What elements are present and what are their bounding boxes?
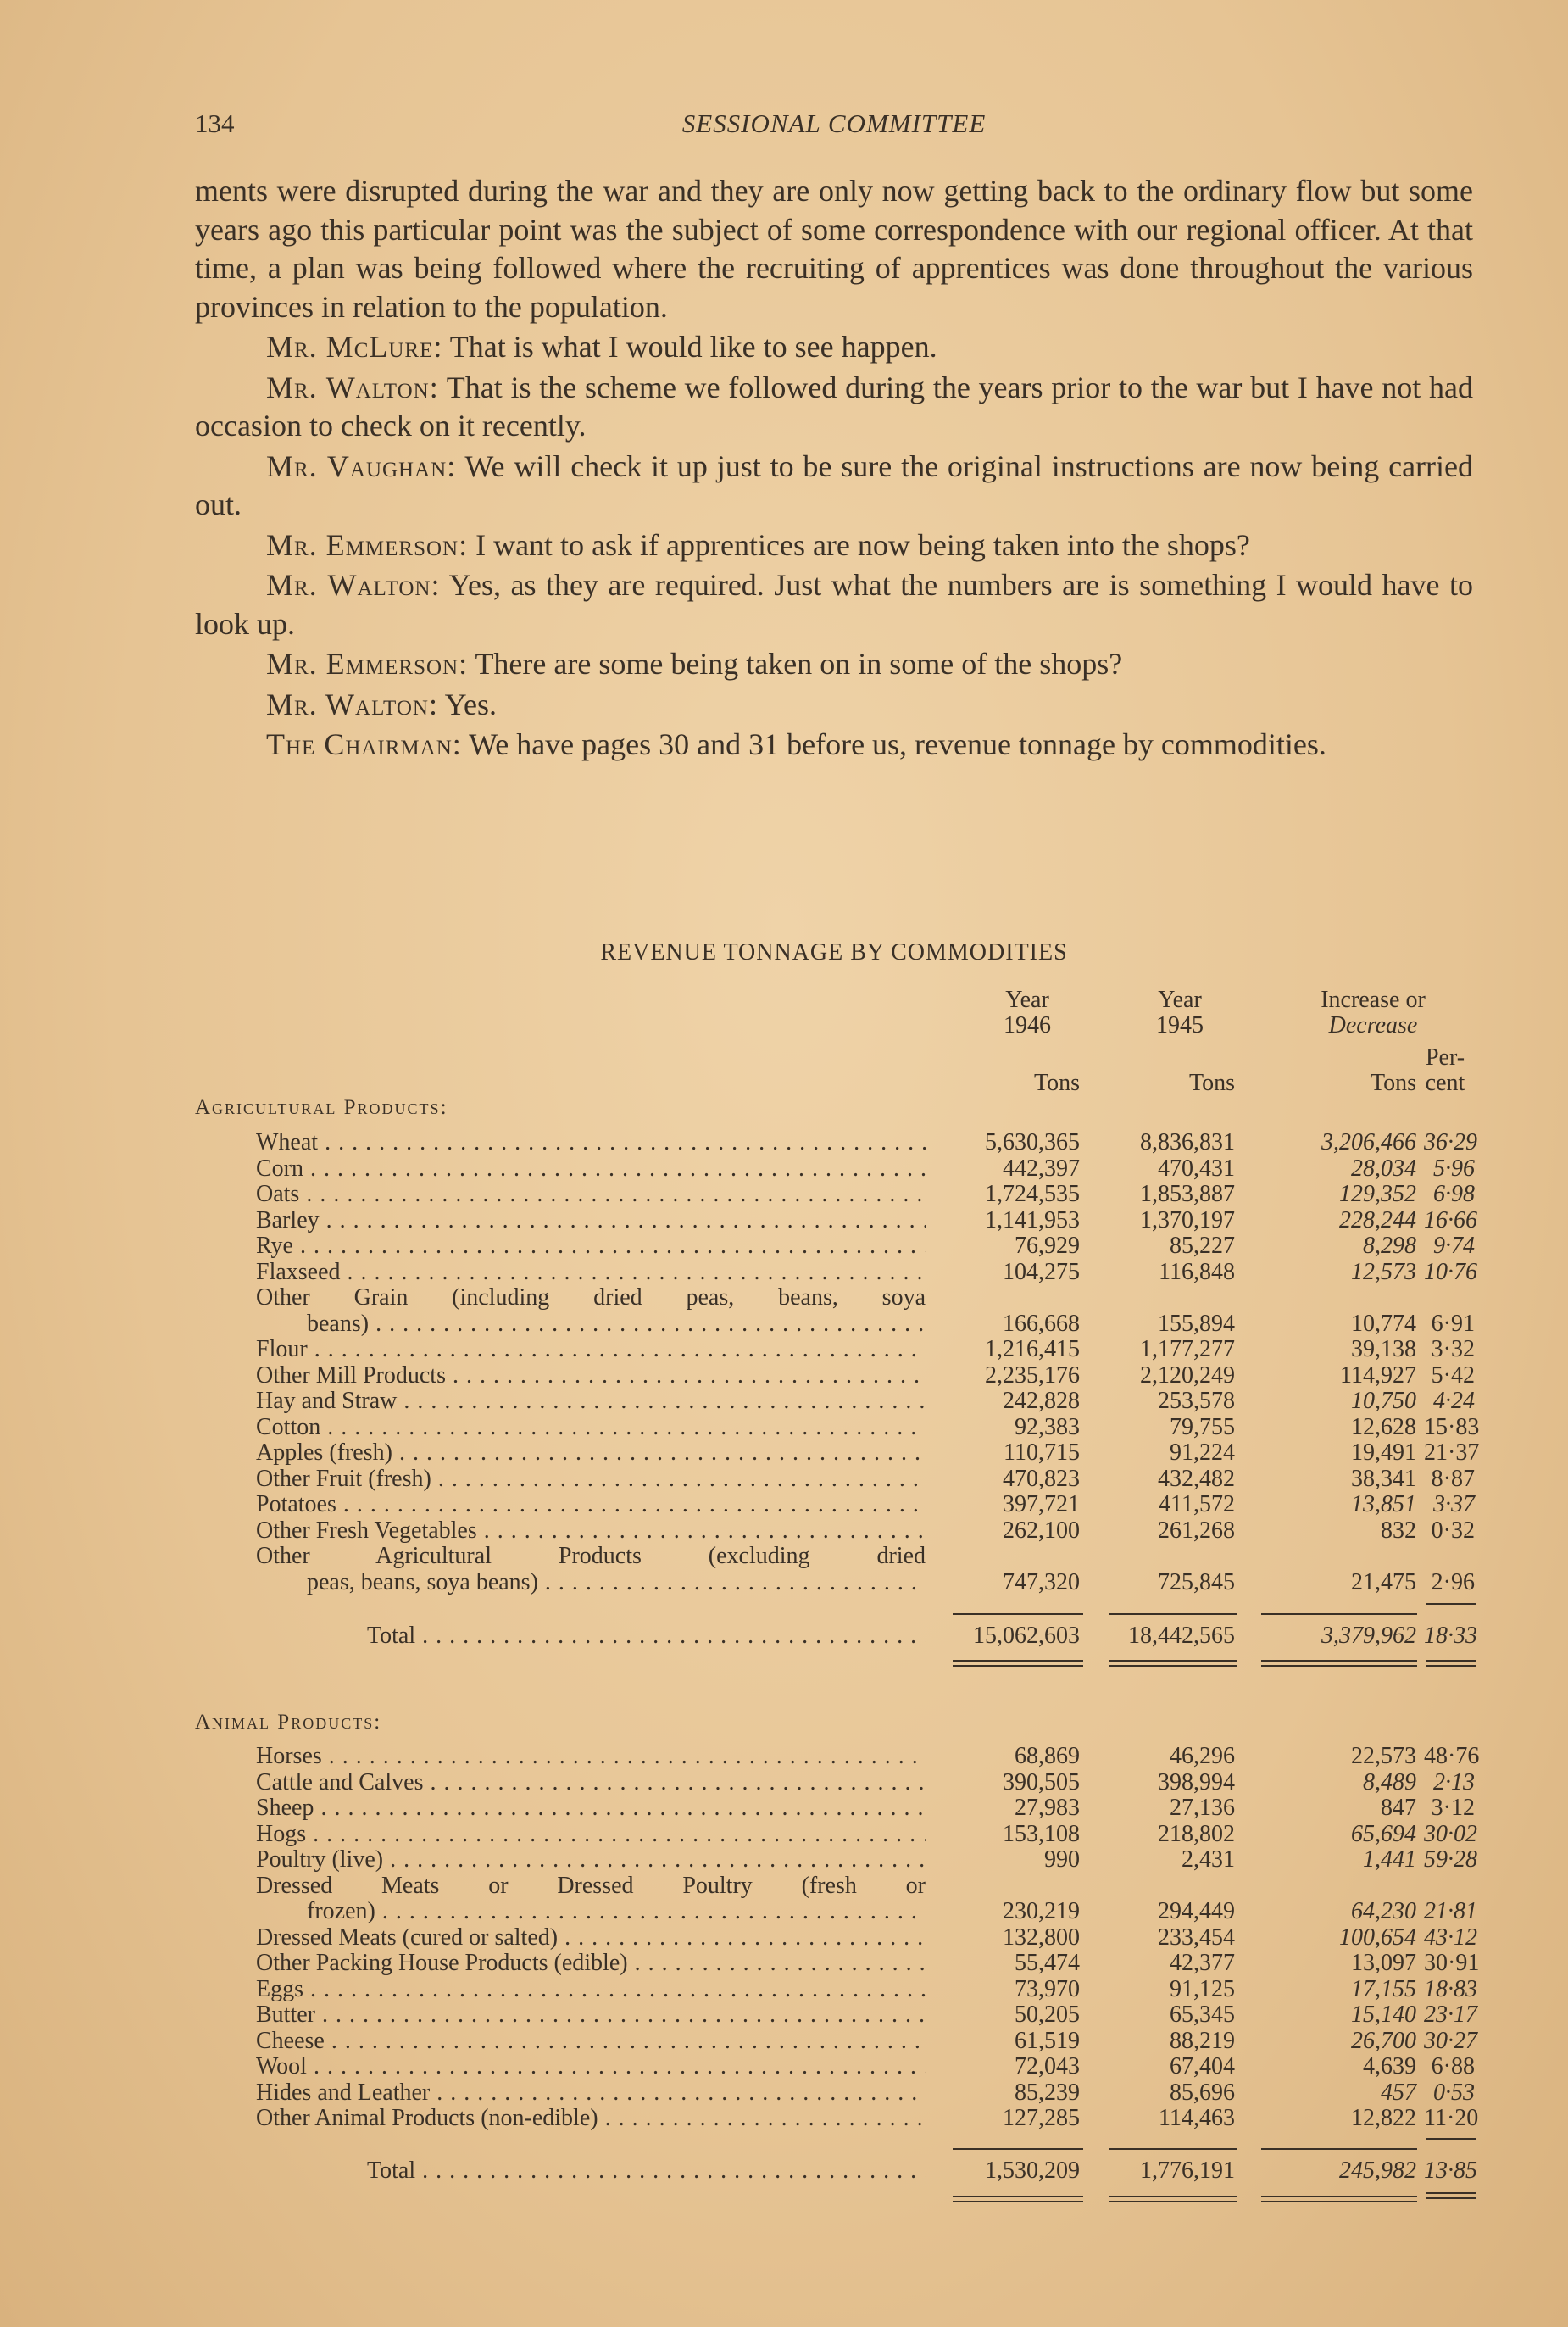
value-1946: 15,062,603 — [973, 1623, 1080, 1649]
double-rule — [1261, 1660, 1417, 1667]
row-label: beans) . . . — [307, 1311, 926, 1337]
row-label: Cattle and Calves . . . — [256, 1770, 926, 1795]
table-row — [0, 1363, 1568, 1389]
value-percent: 2·13 — [1433, 1768, 1475, 1795]
table-row — [0, 1467, 1568, 1492]
rule-line — [1261, 1613, 1417, 1615]
value-percent: 3·37 — [1433, 1491, 1475, 1517]
value-percent: 11·20 — [1424, 2105, 1479, 2131]
row-label: peas, beans, soya beans) . . . — [307, 1570, 926, 1595]
speaker: Mr. Emmerson: — [266, 647, 469, 681]
value-1946: 5,630,365 — [985, 1129, 1080, 1155]
col-year-label: Year — [1158, 987, 1202, 1013]
row-label: Hides and Leather . . . — [256, 2080, 926, 2106]
double-rule — [1426, 2192, 1476, 2199]
col-tons-1945: Tons — [1188, 1070, 1235, 1096]
col-decrease-label: Decrease — [1328, 1012, 1418, 1038]
speaker: Mr. Walton: — [266, 687, 438, 721]
section-animal: Animal Products: — [195, 1711, 382, 1734]
table-row — [0, 1440, 1568, 1466]
table-row — [0, 1770, 1568, 1795]
table-row — [0, 1285, 1568, 1311]
row-label: Dressed Meats (cured or salted) . . . — [256, 1925, 926, 1951]
double-rule — [953, 1660, 1083, 1667]
value-1946: 990 — [1044, 1846, 1080, 1873]
table-row — [0, 1822, 1568, 1847]
double-rule — [1109, 1660, 1237, 1667]
value-percent: 3·32 — [1431, 1336, 1475, 1362]
paragraph-text: That is the scheme we followed during the years prior to the war but I have not had occasion to check on it recently. — [195, 370, 1473, 443]
rule-line — [1426, 2138, 1476, 2140]
double-rule — [1426, 1660, 1476, 1667]
value-1945: 253,578 — [1158, 1388, 1235, 1414]
row-label: Sheep . . . — [256, 1795, 926, 1821]
paragraph — [195, 645, 1473, 684]
value-1945: 91,125 — [1170, 1975, 1235, 2002]
value-1945: 470,431 — [1158, 1155, 1235, 1182]
value-1945: 8,836,831 — [1140, 1129, 1235, 1155]
table-row — [0, 1492, 1568, 1517]
double-rule — [1261, 2196, 1417, 2202]
table-row — [0, 1899, 1568, 1924]
row-label: Flour . . . — [256, 1337, 926, 1362]
value-percent: 16·66 — [1424, 1206, 1477, 1233]
value-percent: 18·33 — [1424, 1623, 1477, 1649]
value-1945: 411,572 — [1159, 1491, 1235, 1517]
value-percent: 5·42 — [1431, 1361, 1475, 1389]
row-label: Wool . . . — [256, 2054, 926, 2079]
table-row — [0, 1233, 1568, 1259]
row-label: Other Mill Products . . . — [256, 1363, 926, 1389]
row-label: Apples (fresh) . . . — [256, 1440, 926, 1466]
value-percent: 0·53 — [1433, 2079, 1475, 2106]
row-label: Other Packing House Products (edible) . . . — [256, 1951, 926, 1976]
paragraph-text: Yes. — [437, 687, 498, 721]
value-change: 12,628 — [1351, 1413, 1416, 1440]
col-1945-label: 1945 — [1156, 1012, 1204, 1038]
value-1946: 1,141,953 — [985, 1206, 1080, 1233]
paragraph-text: There are some being taken on in some of the shops? — [468, 647, 1123, 681]
value-1946: 85,239 — [1015, 2079, 1080, 2106]
paragraph — [195, 328, 1473, 367]
row-label: Flaxseed . . . — [256, 1260, 926, 1285]
row-label: Cotton . . . — [256, 1415, 926, 1440]
value-change: 13,851 — [1351, 1491, 1416, 1517]
value-percent: 21·37 — [1424, 1439, 1480, 1466]
value-change: 832 — [1381, 1517, 1416, 1544]
row-label: Other Fresh Vegetables . . . — [256, 1518, 926, 1544]
table-row — [0, 1873, 1568, 1899]
value-1945: 27,136 — [1170, 1795, 1235, 1821]
paragraph-text: That is what I would like to see happen. — [442, 330, 937, 364]
rule-line — [953, 2148, 1083, 2150]
value-percent: 5·96 — [1433, 1155, 1475, 1182]
value-change: 15,140 — [1351, 2001, 1416, 2028]
value-change: 22,573 — [1351, 1743, 1416, 1769]
value-percent: 6·98 — [1433, 1181, 1475, 1207]
value-change: 129,352 — [1339, 1181, 1416, 1207]
value-percent: 48·76 — [1424, 1743, 1480, 1769]
value-1946: 27,983 — [1015, 1795, 1080, 1821]
value-1946: 153,108 — [1003, 1820, 1080, 1847]
table-row — [0, 2002, 1568, 2028]
value-change: 39,138 — [1351, 1336, 1416, 1362]
prose-body — [195, 172, 1473, 766]
value-percent: 2·96 — [1431, 1568, 1475, 1595]
paragraph-text: We have pages 30 and 31 before us, revenue tonnage by commodities. — [461, 727, 1326, 761]
value-change: 100,654 — [1339, 1923, 1416, 1951]
value-1945: 46,296 — [1170, 1743, 1235, 1769]
value-percent: 59·28 — [1424, 1846, 1477, 1873]
value-1946: 390,505 — [1003, 1768, 1080, 1795]
col-year-label: Year — [1005, 987, 1049, 1013]
col-per-label: Per- — [1425, 1044, 1465, 1071]
value-1946: 747,320 — [1003, 1568, 1080, 1595]
table-row — [0, 1925, 1568, 1951]
value-1946: 166,668 — [1003, 1310, 1080, 1337]
value-1945: 2,431 — [1182, 1846, 1235, 1873]
paragraph — [195, 526, 1473, 565]
value-1946: 68,869 — [1015, 1743, 1080, 1769]
row-label: Other Grain (including dried peas, beans, soya — [256, 1284, 926, 1311]
value-change: 8,489 — [1363, 1768, 1416, 1795]
col-increase-label: Increase or — [1321, 987, 1426, 1013]
value-1946: 127,285 — [1003, 2105, 1080, 2131]
value-1945: 116,848 — [1159, 1258, 1235, 1285]
value-1945: 91,224 — [1170, 1439, 1235, 1466]
value-change: 10,750 — [1351, 1388, 1416, 1414]
value-1946: 92,383 — [1015, 1413, 1080, 1440]
rule-line — [1109, 2148, 1237, 2150]
row-label: frozen) . . . — [307, 1899, 926, 1924]
value-1946: 262,100 — [1003, 1517, 1080, 1544]
paragraph-text: I want to ask if apprentices are now being taken into the shops? — [468, 527, 1250, 562]
table-row — [0, 1795, 1568, 1821]
row-label: Rye . . . — [256, 1233, 926, 1259]
value-change: 17,155 — [1351, 1975, 1416, 2002]
paragraph-text: Yes, as they are required. Just what the numbers are is something I would have to look up. — [195, 568, 1473, 641]
table-row — [0, 1311, 1568, 1337]
value-1945: 2,120,249 — [1140, 1361, 1235, 1389]
speaker: Mr. Vaughan: — [266, 448, 457, 483]
table-row — [0, 1337, 1568, 1362]
value-change: 64,230 — [1351, 1898, 1416, 1924]
row-label: Potatoes . . . — [256, 1492, 926, 1517]
value-percent: 21·81 — [1424, 1898, 1477, 1924]
value-change: 3,379,962 — [1321, 1623, 1416, 1649]
table-row — [0, 1744, 1568, 1769]
value-1946: 104,275 — [1003, 1258, 1080, 1285]
value-1946: 50,205 — [1015, 2001, 1080, 2028]
table-row — [0, 2106, 1568, 2131]
value-change: 457 — [1381, 2079, 1416, 2106]
rule-line — [1109, 1613, 1237, 1615]
value-1946: 1,724,535 — [985, 1181, 1080, 1207]
value-change: 10,774 — [1351, 1310, 1416, 1337]
value-1945: 294,449 — [1158, 1898, 1235, 1924]
value-1945: 67,404 — [1170, 2053, 1235, 2079]
rule-line — [1261, 2148, 1417, 2150]
col-head-year-1945 — [1127, 988, 1232, 1038]
value-percent: 30·91 — [1424, 1950, 1480, 1976]
table-row — [0, 1156, 1568, 1182]
row-label: Other Agricultural Products (excluding dried — [256, 1543, 926, 1569]
col-tons-change: Tons — [1370, 1070, 1416, 1096]
row-label: Hogs . . . — [256, 1822, 926, 1847]
value-1945: 1,177,277 — [1140, 1336, 1235, 1362]
table-row — [0, 1847, 1568, 1873]
paragraph — [195, 448, 1473, 525]
paragraph-text: ments were disrupted during the war and they are only now getting back to the ordinary flow but some years ago this particular point was the subject of some correspondence with our regional officer. At that time, a plan was being followed where the recruiting of apprentices was done throughout the various provinces in relation to the population. — [195, 174, 1473, 324]
value-1945: 432,482 — [1158, 1465, 1235, 1492]
paragraph — [195, 172, 1473, 326]
value-1945: 398,994 — [1158, 1768, 1235, 1795]
value-percent: 6·88 — [1431, 2053, 1475, 2079]
total-row — [0, 1623, 1568, 1649]
value-1945: 233,454 — [1158, 1923, 1235, 1951]
value-percent: 18·83 — [1424, 1975, 1477, 2002]
page-number: 134 — [195, 109, 235, 138]
value-change: 245,982 — [1339, 2157, 1416, 2184]
row-label: Other Fruit (fresh) . . . — [256, 1467, 926, 1492]
value-change: 8,298 — [1363, 1233, 1416, 1259]
paragraph — [195, 686, 1473, 725]
row-label: Oats . . . — [256, 1182, 926, 1207]
col-head-change — [1288, 988, 1458, 1038]
value-percent: 36·29 — [1424, 1129, 1477, 1155]
value-1946: 2,235,176 — [985, 1361, 1080, 1389]
value-1945: 261,268 — [1158, 1517, 1235, 1544]
value-percent: 8·87 — [1431, 1465, 1475, 1492]
speaker: Mr. McLure: — [266, 330, 443, 364]
value-1945: 85,696 — [1170, 2079, 1235, 2106]
col-head-percent — [1407, 1045, 1483, 1096]
table-row — [0, 1208, 1568, 1233]
value-change: 4,639 — [1363, 2053, 1416, 2079]
value-1946: 61,519 — [1015, 2027, 1080, 2054]
value-1945: 725,845 — [1158, 1568, 1235, 1595]
speaker: Mr. Walton: — [266, 568, 441, 602]
value-percent: 4·24 — [1433, 1388, 1475, 1414]
table-row — [0, 2029, 1568, 2054]
value-1946: 242,828 — [1003, 1388, 1080, 1414]
table-row — [0, 1518, 1568, 1544]
value-change: 26,700 — [1351, 2027, 1416, 2054]
value-1946: 73,970 — [1015, 1975, 1080, 2002]
value-change: 12,573 — [1351, 1258, 1416, 1285]
value-1945: 1,853,887 — [1140, 1181, 1235, 1207]
table-row — [0, 1130, 1568, 1155]
value-change: 1,441 — [1363, 1846, 1416, 1873]
row-label: Other Animal Products (non-edible) . . . — [256, 2106, 926, 2131]
value-1945: 79,755 — [1170, 1413, 1235, 1440]
double-rule — [1109, 2196, 1237, 2202]
value-1946: 76,929 — [1015, 1233, 1080, 1259]
value-percent: 30·27 — [1424, 2027, 1477, 2054]
value-percent: 10·76 — [1424, 1258, 1477, 1285]
table-row — [0, 1951, 1568, 1976]
row-label: Cheese . . . — [256, 2029, 926, 2054]
col-tons-1946: Tons — [1033, 1070, 1080, 1096]
page-header — [195, 109, 1473, 146]
col-cent-label: cent — [1425, 1070, 1465, 1096]
paragraph-text: We will check it up just to be sure the original instructions are now being carried out. — [195, 448, 1474, 521]
value-1945: 42,377 — [1170, 1950, 1235, 1976]
rule-line — [953, 1613, 1083, 1615]
value-1946: 442,397 — [1003, 1155, 1080, 1182]
table-row — [0, 1977, 1568, 2002]
col-1946-label: 1946 — [1004, 1012, 1051, 1038]
col-head-year-1946 — [975, 988, 1080, 1038]
value-percent: 6·91 — [1431, 1310, 1475, 1337]
value-1945: 85,227 — [1170, 1233, 1235, 1259]
value-change: 13,097 — [1351, 1950, 1416, 1976]
value-change: 21,475 — [1351, 1568, 1416, 1595]
value-change: 847 — [1381, 1795, 1416, 1821]
table-title: REVENUE TONNAGE BY COMMODITIES — [600, 939, 1068, 966]
value-change: 28,034 — [1351, 1155, 1416, 1182]
table-row — [0, 1415, 1568, 1440]
table-row — [0, 1182, 1568, 1207]
value-1945: 218,802 — [1158, 1820, 1235, 1847]
section-agricultural: Agricultural Products: — [195, 1096, 448, 1119]
row-label: Total . . . — [367, 1623, 926, 1649]
value-percent: 13·85 — [1424, 2157, 1477, 2184]
table-row — [0, 2080, 1568, 2106]
row-label: Wheat . . . — [256, 1130, 926, 1155]
speaker: The Chairman: — [266, 727, 462, 761]
value-1945: 114,463 — [1159, 2105, 1235, 2131]
value-change: 65,694 — [1351, 1820, 1416, 1847]
value-percent: 9·74 — [1433, 1233, 1475, 1259]
value-1945: 1,776,191 — [1140, 2157, 1235, 2184]
value-1946: 1,216,415 — [985, 1336, 1080, 1362]
value-1946: 470,823 — [1003, 1465, 1080, 1492]
row-label: Hay and Straw . . . — [256, 1389, 926, 1414]
value-1946: 397,721 — [1003, 1491, 1080, 1517]
paragraph — [195, 369, 1473, 446]
value-1946: 110,715 — [1004, 1439, 1080, 1466]
row-label: Total . . . — [367, 2158, 926, 2184]
speaker: Mr. Walton: — [266, 370, 439, 404]
value-1946: 72,043 — [1015, 2053, 1080, 2079]
table-row — [0, 1544, 1568, 1569]
value-percent: 23·17 — [1424, 2001, 1477, 2028]
rule-line — [1426, 1603, 1476, 1605]
value-1945: 155,894 — [1158, 1310, 1235, 1337]
value-percent: 30·02 — [1424, 1820, 1477, 1847]
value-change: 3,206,466 — [1321, 1129, 1416, 1155]
table-row — [0, 1570, 1568, 1595]
speaker: Mr. Emmerson: — [266, 527, 469, 562]
value-1946: 55,474 — [1015, 1950, 1080, 1976]
value-1946: 132,800 — [1003, 1923, 1080, 1951]
value-1946: 230,219 — [1003, 1898, 1080, 1924]
double-rule — [953, 2196, 1083, 2202]
paragraph — [195, 726, 1473, 765]
value-1945: 65,345 — [1170, 2001, 1235, 2028]
row-label: Butter . . . — [256, 2002, 926, 2028]
value-percent: 3·12 — [1431, 1795, 1475, 1821]
value-change: 114,927 — [1340, 1361, 1416, 1389]
table-row — [0, 1260, 1568, 1285]
value-percent: 15·83 — [1424, 1413, 1480, 1440]
value-1945: 1,370,197 — [1140, 1206, 1235, 1233]
running-title: SESSIONAL COMMITTEE — [681, 109, 987, 138]
paragraph — [195, 566, 1473, 643]
row-label: Eggs . . . — [256, 1977, 926, 2002]
value-change: 38,341 — [1351, 1465, 1416, 1492]
value-percent: 43·12 — [1424, 1923, 1477, 1951]
value-change: 12,822 — [1351, 2105, 1416, 2131]
row-label: Horses . . . — [256, 1744, 926, 1769]
table-row — [0, 1389, 1568, 1414]
total-row — [0, 2158, 1568, 2184]
table-row — [0, 2054, 1568, 2079]
row-label: Poultry (live) . . . — [256, 1847, 926, 1873]
value-percent: 0·32 — [1431, 1517, 1475, 1544]
row-label: Barley . . . — [256, 1208, 926, 1233]
value-1945: 88,219 — [1170, 2027, 1235, 2054]
value-change: 228,244 — [1339, 1206, 1416, 1233]
row-label: Dressed Meats or Dressed Poultry (fresh or — [256, 1872, 926, 1899]
value-1945: 18,442,565 — [1128, 1623, 1235, 1649]
row-label: Corn . . . — [256, 1156, 926, 1182]
value-change: 19,491 — [1351, 1439, 1416, 1466]
value-1946: 1,530,209 — [985, 2157, 1080, 2184]
